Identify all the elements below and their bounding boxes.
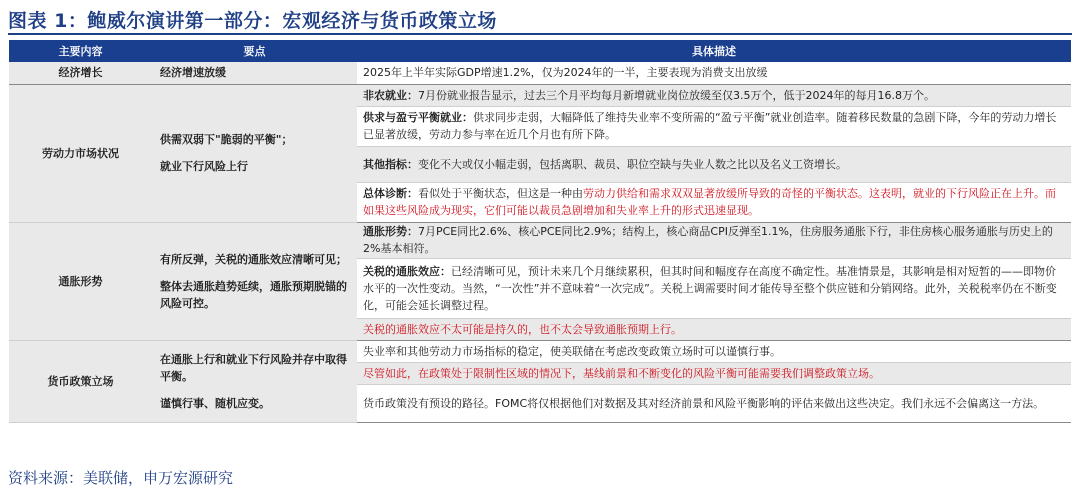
header-key-points: 要点 [152,40,357,62]
header-main-content: 主要内容 [9,40,152,62]
text-inflation-situation: 7月PCE同比2.6%、核心PCE同比2.9%；结构上，核心商品CPI反弹至1.1%，住房服务通胀下行，非住房核心服务通胀与历史上的2%基本相符。 [363,225,1053,255]
point-growth: 经济增速放缓 [152,62,357,84]
label-overall-diagnosis: 总体诊断： [363,187,418,200]
topic-monetary-policy: 货币政策立场 [9,340,152,422]
point-labor-1: 供需双弱下"脆弱的平衡"； [160,133,293,146]
table-row [9,62,1071,84]
point-inflation-2: 整体去通胀趋势延续，通胀预期脱锚的风险可控。 [160,279,347,310]
table-row [9,222,1071,258]
table-header-row [9,40,1071,62]
desc-tariff-effect [357,258,1071,318]
points-inflation [152,222,357,340]
desc-policy-2: 尽管如此，在政策处于限制性区域的情况下，基线前景和不断变化的风险平衡可能需要我们调整政策立场。 [357,362,1071,384]
topic-inflation: 通胀形势 [9,222,152,340]
desc-inflation-situation [357,222,1071,258]
header-description: 具体描述 [357,40,1071,62]
table-row [9,340,1071,362]
point-policy-2: 谨慎行事、随机应变。 [160,396,270,410]
desc-overall-diagnosis [357,182,1071,222]
desc-other-indicators [357,146,1071,182]
text-overall-diagnosis: 看似处于平衡状态，但这是一种由 [418,187,583,200]
source-note: 资料来源：美联储，申万宏源研究 [8,469,234,487]
points-labor [152,84,357,222]
text-nonfarm: 7月份就业报告显示，过去三个月平均每月新增就业岗位放缓至仅3.5万个，低于2024年的每月16.8万个。 [418,88,935,102]
point-policy-1: 在通胀上行和就业下行风险并存中取得平衡。 [160,352,347,383]
desc-policy-3: 货币政策没有预设的路径。FOMC将仅根据他们对数据及其对经济前景和风险平衡影响的评估来做出这些决定。我们永远不会偏离这一方法。 [357,384,1071,422]
label-inflation-situation: 通胀形势： [363,225,418,238]
text-supply-demand: 供求同步走弱，大幅降低了维持失业率不变所需的“盈亏平衡”就业创造率。随着移民数量的急剧下降，今年的劳动力增长已显著放缓，劳动力参与率在近几个月也有所下降。 [363,111,1057,141]
desc-tariff-conclusion: 关税的通胀效应不太可能是持久的，也不太会导致通胀预期上行。 [357,318,1071,340]
topic-labor-market: 劳动力市场状况 [9,84,152,222]
point-inflation-1: 有所反弹，关税的通胀效应清晰可见； [160,252,347,266]
text-tariff-effect: 已经清晰可见，预计未来几个月继续累积，但其时间和幅度存在高度不确定性。基准情景是，其影响是相对短暂的——即物价水平的一次性变动。当然，“一次性”并不意味着“一次完成”。关税上调需要时间才能传导至整个供应链和分销网络。此外，关税税率仍在不断变化，可能会延长调整过程。 [363,264,1057,312]
label-nonfarm: 非农就业： [363,88,418,102]
desc-growth: 2025年上半年实际GDP增速1.2%，仅为2024年的一半，主要表现为消费支出放缓 [357,62,1071,84]
desc-policy-1: 失业率和其他劳动力市场指标的稳定，使美联储在考虑改变政策立场时可以谨慎行事。 [357,340,1071,362]
point-labor-2: 就业下行风险上行 [160,160,248,173]
table-row [9,84,1071,106]
desc-nonfarm [357,84,1071,106]
summary-table [9,40,1071,423]
topic-economic-growth: 经济增长 [9,62,152,84]
label-other-indicators: 其他指标： [363,157,418,171]
points-policy [152,340,357,422]
text-overall-diagnosis-highlight: 劳动力供给和需求双双显著放缓所导致的奇怪的平衡状态。这表明，就业的下行风险正在上升。而如果这些风险成为现实，它们可能以裁员急剧增加和失业率上升的形式迅速显现。 [363,187,1056,217]
title-divider [8,33,1072,35]
figure-title: 图表 1：鲍威尔演讲第一部分：宏观经济与货币政策立场 [8,10,497,32]
label-tariff-effect: 关税的通胀效应： [363,264,451,278]
text-other-indicators: 变化不大或仅小幅走弱，包括离职、裁员、职位空缺与失业人数之比以及名义工资增长。 [418,157,847,171]
label-supply-demand: 供求与盈亏平衡就业： [363,111,473,124]
desc-supply-demand [357,106,1071,146]
